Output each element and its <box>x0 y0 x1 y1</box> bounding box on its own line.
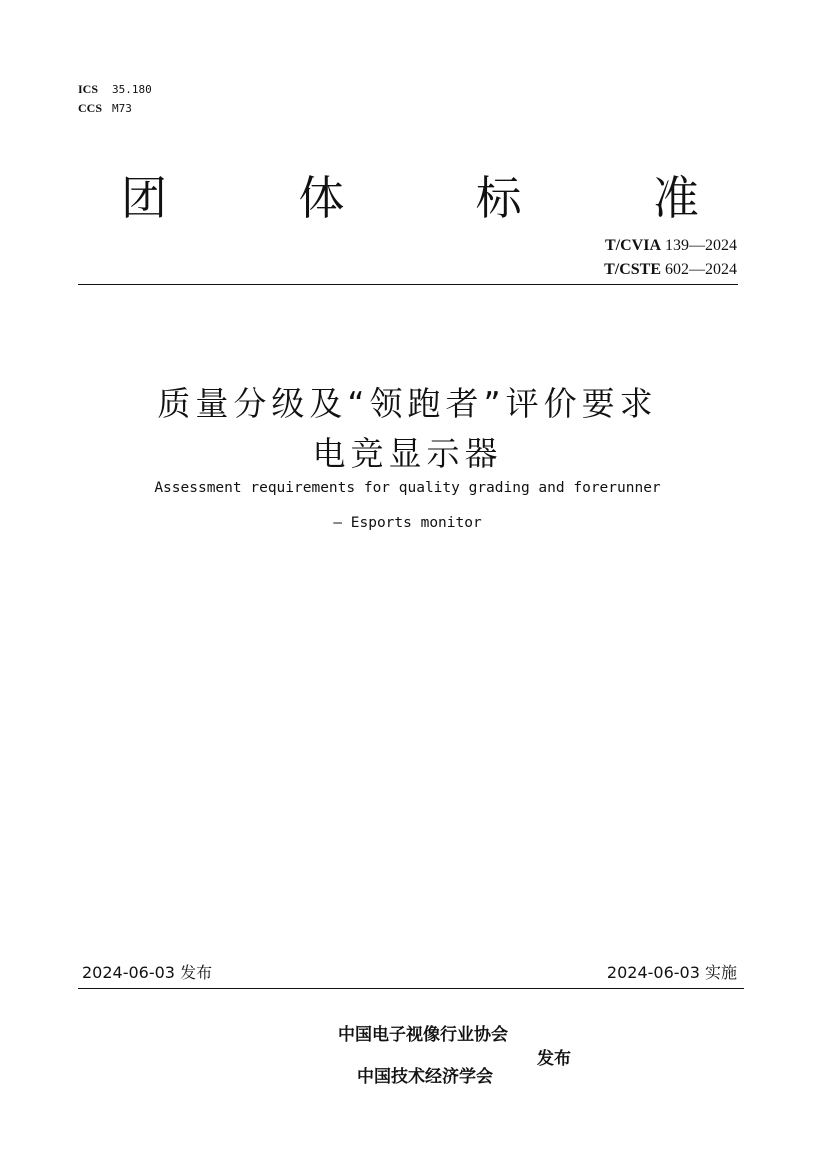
standard-number <box>604 258 737 282</box>
standard-prefix: T/CSTE <box>604 261 661 278</box>
issue-action: 发布 <box>537 1049 571 1069</box>
standard-code: 602—2024 <box>665 261 737 278</box>
standard-prefix: T/CVIA <box>604 237 661 254</box>
top-divider <box>78 284 738 285</box>
ccs-row <box>78 99 152 118</box>
ics-label: ICS <box>78 82 99 96</box>
issuer-org-2: 中国技术经济学会 <box>357 1067 493 1087</box>
standard-number <box>604 234 737 258</box>
chinese-title-line1: 质量分级及“领跑者”评价要求 <box>157 384 658 423</box>
publish-date: 2024-06-03 发布 <box>82 963 213 982</box>
doc-type-char: 准 <box>652 171 699 225</box>
ccs-label: CCS <box>78 101 103 115</box>
english-title-line1: Assessment requirements for quality grading and forerunner <box>154 480 661 496</box>
classification-codes <box>78 80 152 118</box>
doc-type-char: 标 <box>475 171 522 225</box>
bottom-divider <box>78 988 744 989</box>
standard-numbers <box>604 234 737 282</box>
ccs-value: M73 <box>112 102 132 115</box>
ics-row <box>78 80 152 99</box>
english-title-line2: — Esports monitor <box>333 515 482 531</box>
ics-value: 35.180 <box>112 83 152 96</box>
issuer-org-1: 中国电子视像行业协会 <box>338 1025 508 1045</box>
document-type-heading <box>100 160 720 230</box>
effective-date: 2024-06-03 实施 <box>606 963 737 982</box>
standard-code: 139—2024 <box>665 237 737 254</box>
doc-type-char: 团 <box>121 171 167 225</box>
doc-type-char: 体 <box>298 171 345 225</box>
chinese-title-line2: 电竞显示器 <box>312 434 503 473</box>
